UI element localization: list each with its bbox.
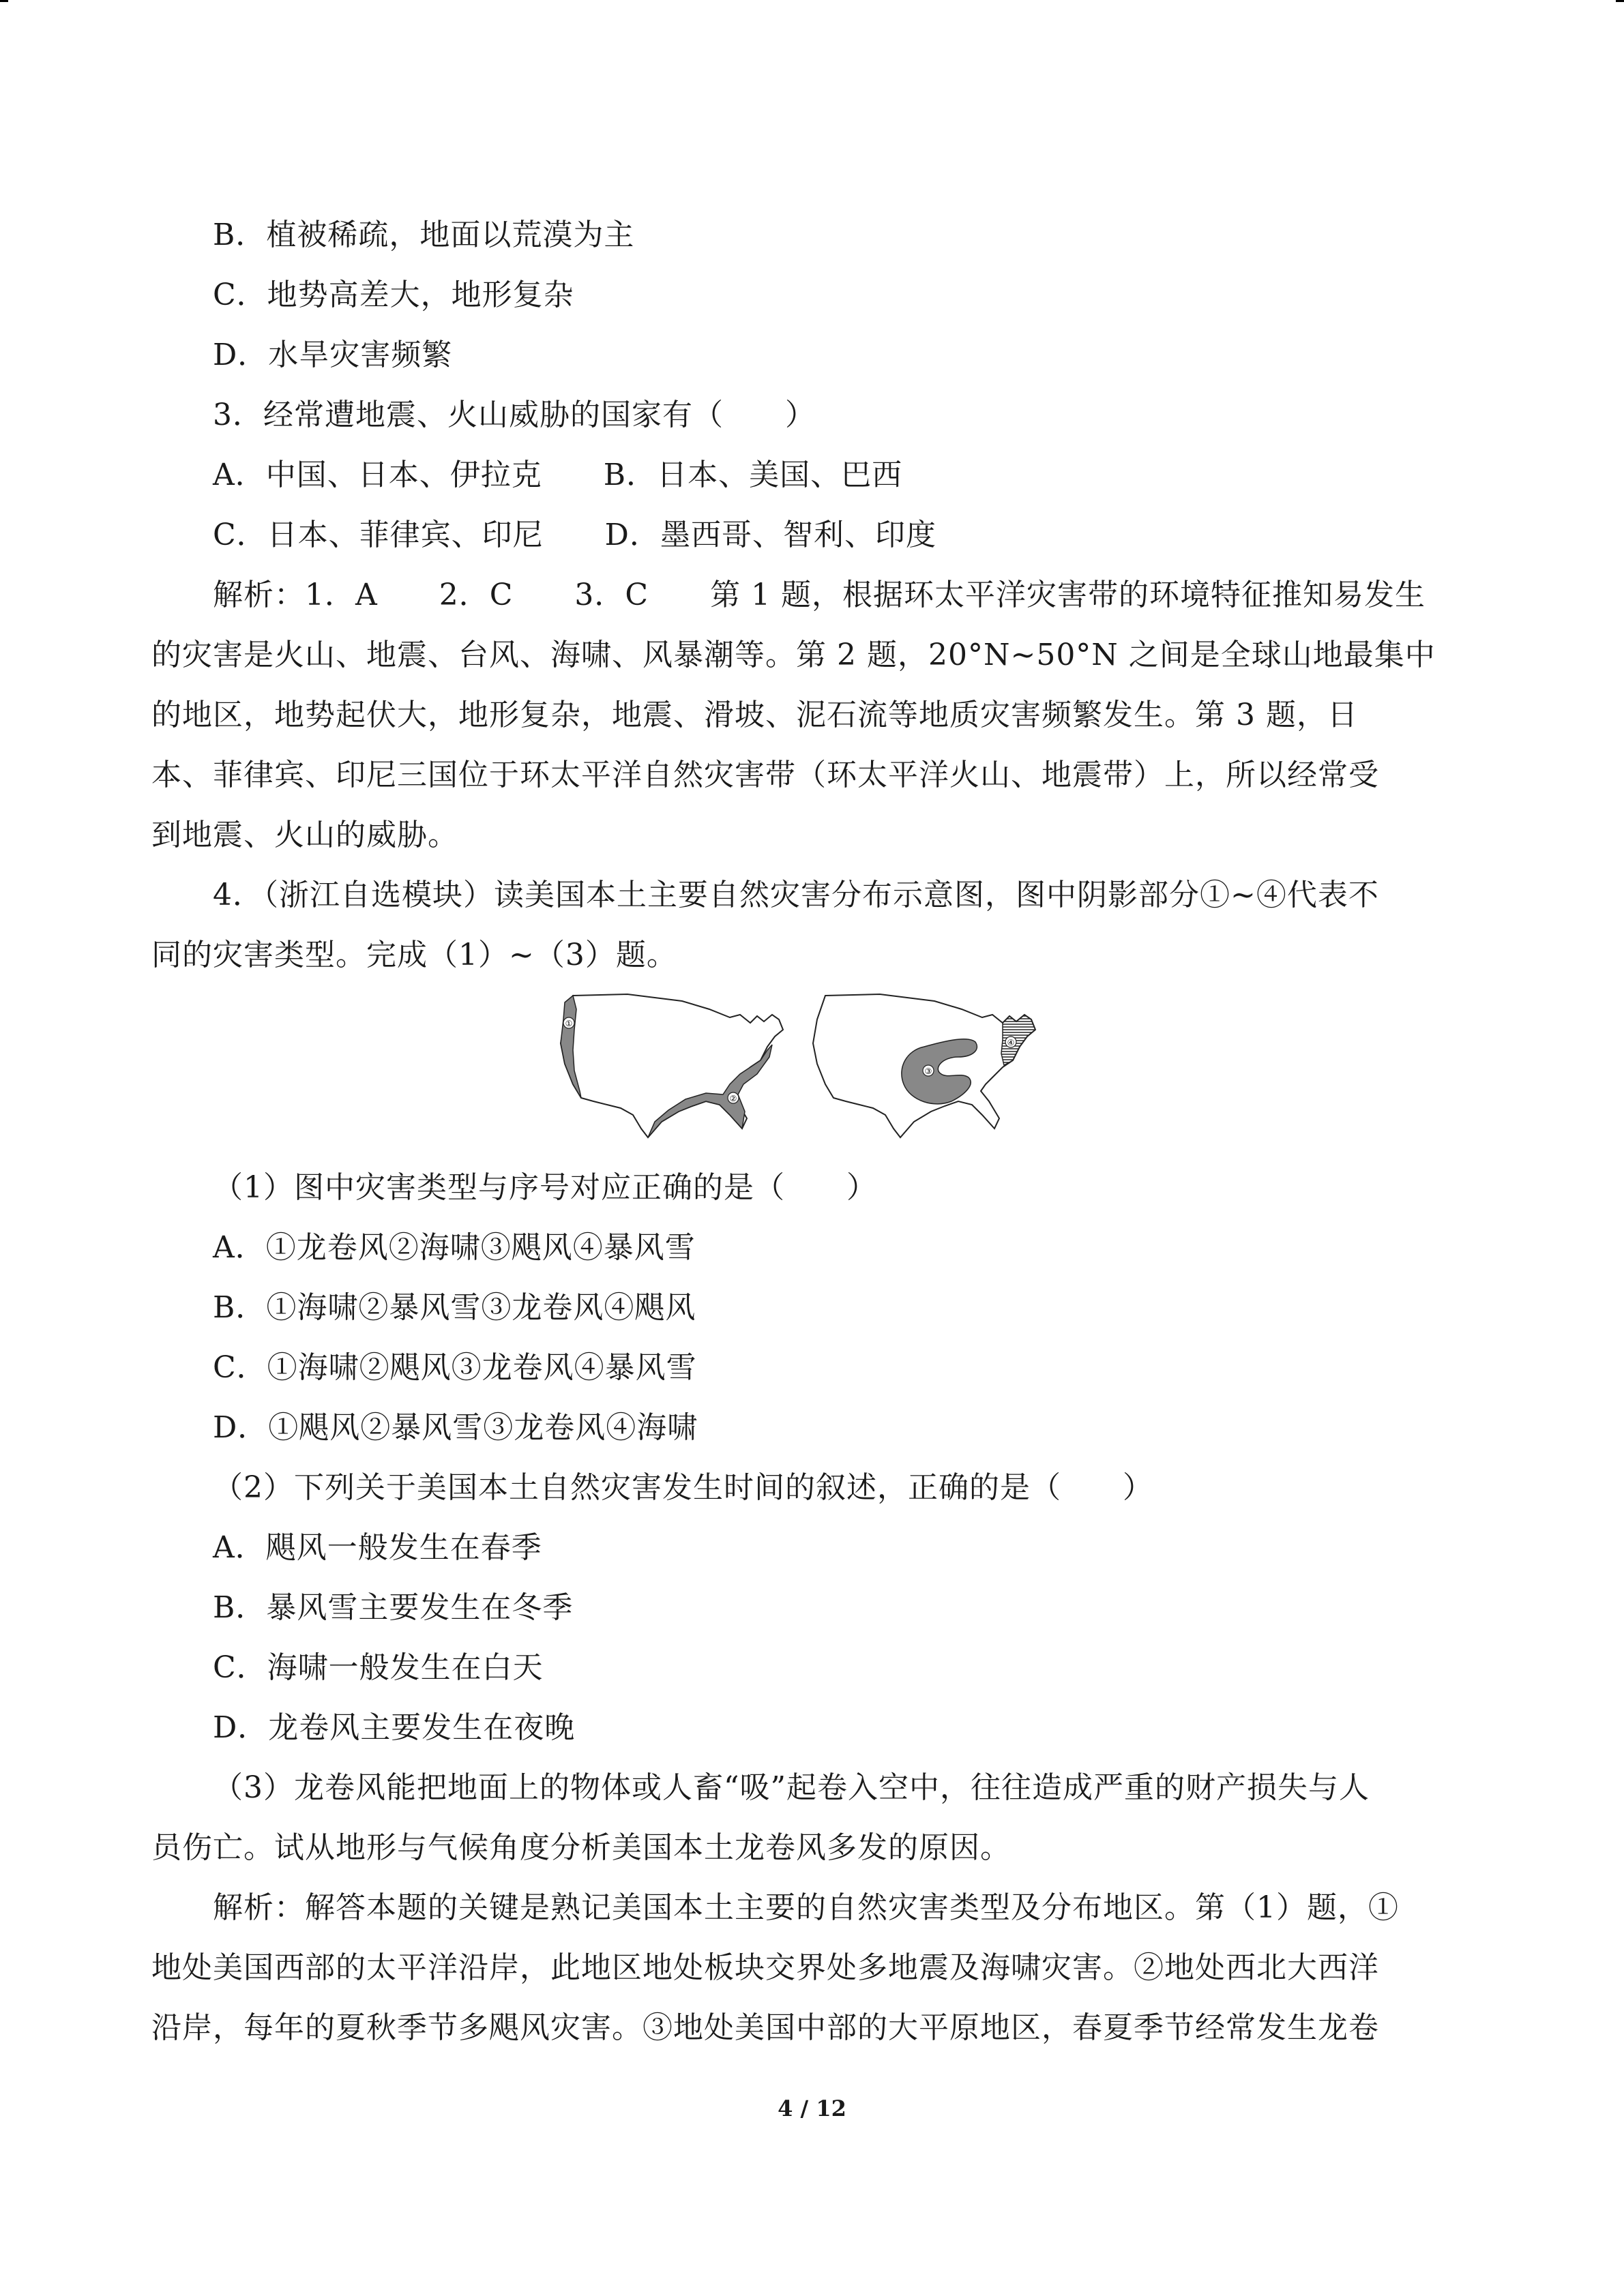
option-2d: D．水旱灾害频繁: [213, 338, 453, 372]
analysis-1-line4: 本、菲律宾、印尼三国位于环太平洋自然灾害带（环太平洋火山、地震带）上，所以经常受: [151, 758, 1379, 792]
analysis-1-line5: 到地震、火山的威胁。: [151, 818, 458, 852]
us-disaster-map-figure: [525, 982, 1071, 1146]
option-2b: B．植被稀疏，地面以荒漠为主: [213, 218, 635, 252]
subquestion-1: （1）图中灾害类型与序号对应正确的是（ ）: [213, 1170, 877, 1205]
subquestion-1-a: A．①龙卷风②海啸③飓风④暴风雪: [213, 1230, 696, 1265]
subquestion-3-line1: （3）龙卷风能把地面上的物体或人畜“吸”起卷入空中，往往造成严重的财产损失与人: [213, 1770, 1370, 1805]
subquestion-2-a: A．飓风一般发生在春季: [213, 1530, 542, 1565]
subquestion-2: （2）下列关于美国本土自然灾害发生时间的叙述，正确的是（ ）: [213, 1470, 1153, 1505]
subquestion-3-line2: 员伤亡。试从地形与气候角度分析美国本土龙卷风多发的原因。: [151, 1830, 1011, 1865]
map-label-1: ①: [565, 1019, 573, 1028]
subquestion-2-b: B．暴风雪主要发生在冬季: [213, 1590, 574, 1625]
map-label-2: ②: [729, 1094, 737, 1103]
subquestion-1-d: D．①飓风②暴风雪③龙卷风④海啸: [213, 1410, 698, 1445]
analysis-1-line3: 的地区，地势起伏大，地形复杂，地震、滑坡、泥石流等地质灾害频繁发生。第 3 题，日: [151, 698, 1358, 732]
question-4-line1: 4．（浙江自选模块）读美国本土主要自然灾害分布示意图，图中阴影部分①~④代表不: [213, 878, 1379, 912]
map-label-4: ④: [1007, 1038, 1015, 1047]
subquestion-1-b: B．①海啸②暴风雪③龙卷风④飓风: [213, 1290, 696, 1325]
analysis-4-line2: 地处美国西部的太平洋沿岸，此地区地处板块交界处多地震及海啸灾害。②地处西北大西洋: [151, 1950, 1379, 1985]
question-4-line2: 同的灾害类型。完成（1）~（3）题。: [151, 938, 677, 972]
options-3ab: A．中国、日本、伊拉克 B．日本、美国、巴西: [213, 458, 903, 492]
subquestion-2-d: D．龙卷风主要发生在夜晚: [213, 1710, 576, 1745]
top-border-right: [1616, 0, 1624, 2]
map-label-3: ③: [924, 1067, 932, 1076]
subquestion-1-c: C．①海啸②飓风③龙卷风④暴风雪: [213, 1350, 697, 1385]
us-maps: [525, 982, 1071, 1146]
analysis-1-line1: 解析：1．A 2．C 3．C 第 1 题，根据环太平洋灾害带的环境特征推知易发生: [213, 578, 1426, 612]
page-number: 4 / 12: [778, 2096, 846, 2121]
top-border-left: [0, 0, 8, 2]
analysis-1-line2: 的灾害是火山、地震、台风、海啸、风暴潮等。第 2 题，20°N~50°N 之间是全球山地最集中: [151, 638, 1436, 672]
analysis-4-line1: 解析：解答本题的关键是熟记美国本土主要的自然灾害类型及分布地区。第（1）题，①: [213, 1890, 1399, 1925]
option-2c: C．地势高差大，地形复杂: [213, 278, 574, 312]
question-3: 3．经常遭地震、火山威胁的国家有（ ）: [213, 398, 816, 432]
analysis-4-line3: 沿岸，每年的夏秋季节多飓风灾害。③地处美国中部的大平原地区，春夏季节经常发生龙卷: [151, 2010, 1379, 2045]
options-3cd: C．日本、菲律宾、印尼 D．墨西哥、智利、印度: [213, 518, 936, 552]
subquestion-2-c: C．海啸一般发生在白天: [213, 1650, 544, 1685]
